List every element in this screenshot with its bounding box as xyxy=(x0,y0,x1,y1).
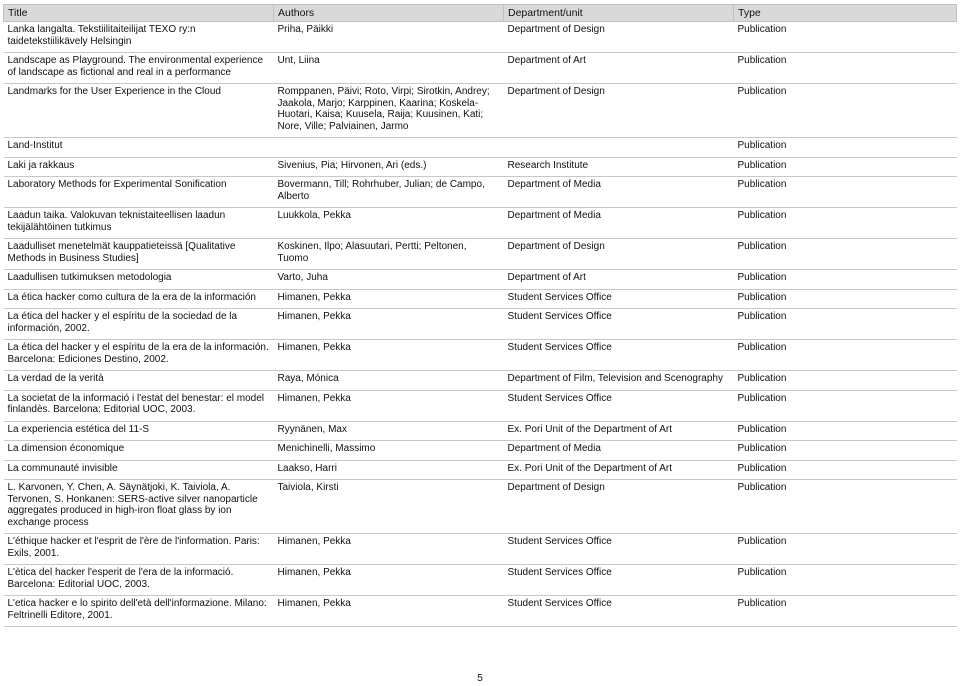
cell-department: Ex. Pori Unit of the Department of Art xyxy=(507,462,673,474)
cell-title: Laadulliset menetelmät kauppatieteissä [Qualitative Methods in Business Studies] xyxy=(7,241,236,264)
cell-title: Laboratory Methods for Experimental Sonification xyxy=(7,179,227,190)
cell-title: La communauté invisible xyxy=(7,462,118,474)
cell-type: Publication xyxy=(737,272,787,283)
table-body xyxy=(4,22,957,627)
cell-type: Publication xyxy=(737,140,787,151)
cell-title: Landmarks for the User Experience in the Cloud xyxy=(7,86,221,97)
cell-title: L'ètica del hacker l'esperit de l'era de la informació. Barcelona: Editorial UOC, 2003. xyxy=(7,567,234,590)
cell-type: Publication xyxy=(737,536,787,547)
header-row xyxy=(4,5,957,22)
cell-department: Department of Design xyxy=(507,24,605,35)
cell-department: Department of Media xyxy=(507,210,601,221)
cell-authors: Himanen, Pekka xyxy=(277,392,351,404)
cell-authors: Himanen, Pekka xyxy=(277,311,351,322)
table-row xyxy=(4,340,957,371)
table-row xyxy=(4,177,957,208)
table-row xyxy=(4,596,957,627)
cell-department: Department of Design xyxy=(507,86,605,97)
cell-authors: Ryynänen, Max xyxy=(277,423,347,435)
cell-department: Department of Film, Television and Scenography xyxy=(507,373,723,384)
cell-department: Student Services Office xyxy=(507,598,612,609)
cell-authors: Raya, Mónica xyxy=(277,373,339,384)
table-row xyxy=(4,22,957,53)
cell-type: Publication xyxy=(737,311,787,322)
cell-type: Publication xyxy=(737,462,787,474)
cell-type: Publication xyxy=(737,482,787,493)
cell-title: L'etica hacker e lo spirito dell'età dell'informazione. Milano: Feltrinelli Editore, 2001. xyxy=(7,598,267,621)
cell-department: Ex. Pori Unit of the Department of Art xyxy=(507,423,673,435)
cell-department: Student Services Office xyxy=(507,392,612,404)
cell-title: La experiencia estética del 11-S xyxy=(7,423,150,435)
table-row xyxy=(4,138,957,158)
cell-authors: Taiviola, Kirsti xyxy=(277,482,339,493)
cell-authors xyxy=(274,138,504,158)
cell-department: Department of Design xyxy=(507,241,605,252)
cell-authors: Himanen, Pekka xyxy=(277,567,351,578)
cell-authors: Himanen, Pekka xyxy=(277,291,351,303)
header-type: Type xyxy=(734,5,957,22)
header-department: Department/unit xyxy=(504,5,734,22)
cell-department: Student Services Office xyxy=(507,342,612,353)
cell-authors: Varto, Juha xyxy=(277,272,328,283)
page-number: 5 xyxy=(477,673,483,684)
cell-type: Publication xyxy=(737,159,787,171)
header-title: Title xyxy=(4,5,274,22)
cell-department: Department of Art xyxy=(507,272,586,283)
cell-title: La societat de la informació i l'estat del benestar: el model finlandès. Barcelona: Editorial UOC, 2003. xyxy=(7,392,264,415)
cell-type: Publication xyxy=(737,392,787,404)
cell-type: Publication xyxy=(737,210,787,221)
cell-type: Publication xyxy=(737,291,787,303)
cell-type: Publication xyxy=(737,567,787,578)
table-row xyxy=(4,53,957,84)
cell-title: La ética del hacker y el espíritu de la era de la información. Barcelona: Ediciones Destino, 2002. xyxy=(7,342,269,365)
table-row xyxy=(4,565,957,596)
cell-type: Publication xyxy=(737,55,787,66)
cell-type: Publication xyxy=(737,342,787,353)
cell-type: Publication xyxy=(737,86,787,97)
cell-department: Student Services Office xyxy=(507,291,612,303)
cell-department: Department of Art xyxy=(507,55,586,66)
header-authors: Authors xyxy=(274,5,504,22)
cell-department: Student Services Office xyxy=(507,536,612,547)
table-row xyxy=(4,441,957,461)
cell-title: La verdad de la verità xyxy=(7,373,104,384)
table-row xyxy=(4,270,957,290)
cell-department: Department of Media xyxy=(507,443,601,454)
table-row xyxy=(4,371,957,391)
cell-type: Publication xyxy=(737,179,787,190)
cell-authors: Bovermann, Till; Rohrhuber, Julian; de Campo, Alberto xyxy=(277,179,485,202)
cell-authors: Himanen, Pekka xyxy=(277,536,351,547)
cell-title: L. Karvonen, Y. Chen, A. Säynätjoki, K. Taiviola, A. Tervonen, S. Honkanen: SERS-active silver nanoparticle aggregates produced in high-iron float glass by ion exchange process xyxy=(7,482,258,528)
cell-type: Publication xyxy=(737,423,787,435)
cell-department xyxy=(504,138,734,158)
table-row xyxy=(4,239,957,270)
table-row xyxy=(4,390,957,421)
cell-type: Publication xyxy=(737,24,787,35)
cell-title: La ética del hacker y el espíritu de la sociedad de la información, 2002. xyxy=(7,311,238,334)
cell-title: Lanka langalta. Tekstiilitaiteilijat TEXO ry:n taidetekstiilikävely Helsingin xyxy=(7,24,196,47)
cell-department: Department of Media xyxy=(507,179,601,190)
cell-department: Research Institute xyxy=(507,159,589,171)
cell-type: Publication xyxy=(737,373,787,384)
cell-authors: Priha, Päikki xyxy=(277,24,334,35)
cell-authors: Unt, Liina xyxy=(277,55,320,66)
table-row xyxy=(4,289,957,309)
cell-title: La ética hacker como cultura de la era de la información xyxy=(7,291,256,303)
cell-type: Publication xyxy=(737,443,787,454)
cell-authors: Sivenius, Pia; Hirvonen, Ari (eds.) xyxy=(277,159,427,171)
cell-authors: Luukkola, Pekka xyxy=(277,210,351,221)
cell-title: Landscape as Playground. The environmental experience of landscape as fictional and real in a performance xyxy=(7,55,264,78)
cell-authors: Himanen, Pekka xyxy=(277,598,351,609)
table-row xyxy=(4,534,957,565)
cell-title: L'éthique hacker et l'esprit de l'ère de l'information. Paris: Exils, 2001. xyxy=(7,536,260,559)
cell-title: Laadun taika. Valokuvan teknistaiteellisen laadun tekijälähtöinen tutkimus xyxy=(7,210,226,233)
cell-department: Department of Design xyxy=(507,482,605,493)
cell-authors: Menichinelli, Massimo xyxy=(277,443,376,454)
cell-title: Laadullisen tutkimuksen metodologia xyxy=(7,272,172,283)
table-row xyxy=(4,309,957,340)
cell-title: La dimension économique xyxy=(7,443,125,454)
table-row xyxy=(4,480,957,534)
cell-title: Laki ja rakkaus xyxy=(7,159,75,171)
cell-title: Land-Institut xyxy=(7,140,63,151)
cell-authors: Himanen, Pekka xyxy=(277,342,351,353)
publications-table xyxy=(3,4,957,627)
cell-authors: Romppanen, Päivi; Roto, Virpi; Sirotkin, Andrey; Jaakola, Marjo; Karppinen, Kaarina; Koskela-Huotari, Kaisa; Kuusela, Raija; Kuusinen, Kati; Nore, Ville; Palviainen, Jarmo xyxy=(277,86,490,132)
table-row xyxy=(4,84,957,138)
table-row xyxy=(4,460,957,480)
table-row xyxy=(4,208,957,239)
cell-department: Student Services Office xyxy=(507,311,612,322)
cell-type: Publication xyxy=(737,598,787,609)
cell-authors: Koskinen, Ilpo; Alasuutari, Pertti; Peltonen, Tuomo xyxy=(277,241,467,264)
table-row xyxy=(4,421,957,441)
cell-authors: Laakso, Harri xyxy=(277,462,337,474)
cell-department: Student Services Office xyxy=(507,567,612,578)
cell-type: Publication xyxy=(737,241,787,252)
table-row xyxy=(4,157,957,177)
